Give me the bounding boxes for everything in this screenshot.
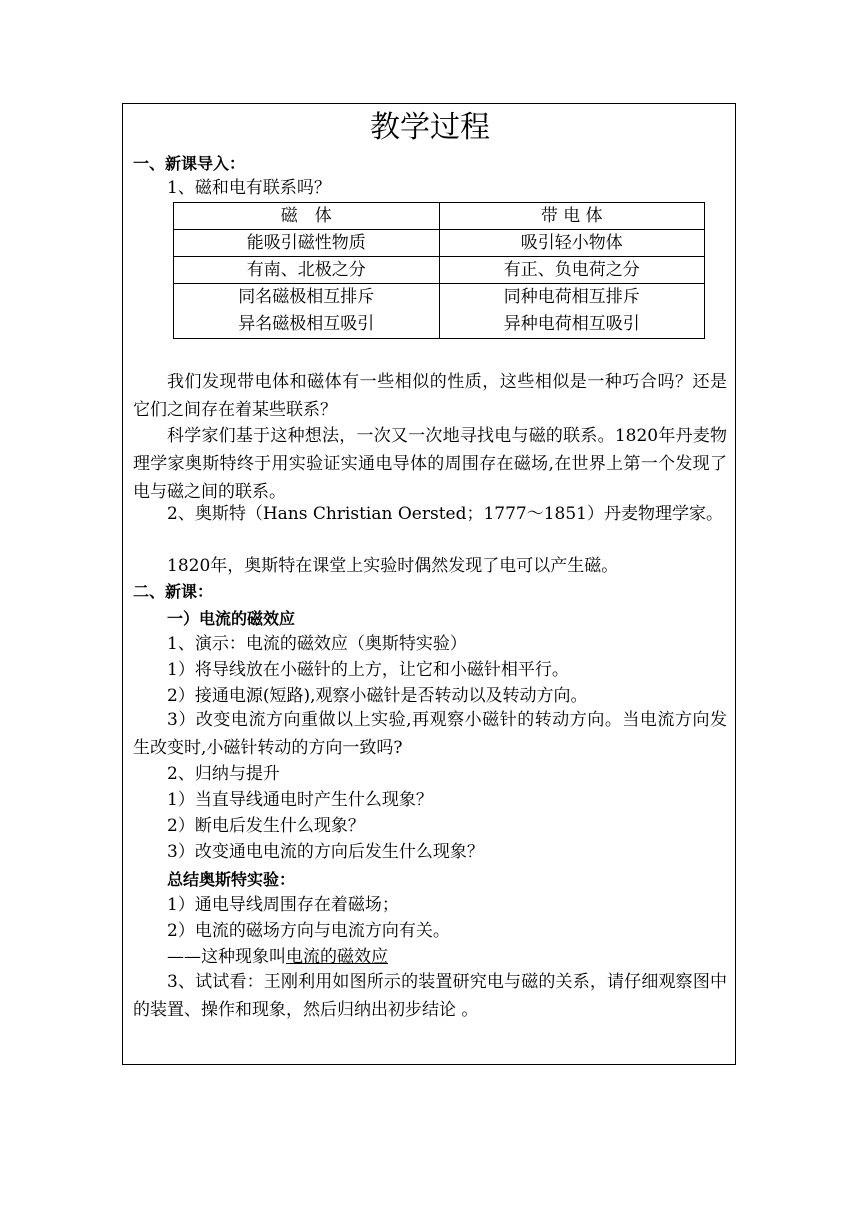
comparison-table (173, 202, 705, 339)
table-row (174, 203, 705, 230)
table-cell-line: 异名磁极相互吸引 (238, 314, 375, 334)
question-1: 1）当直导线通电时产生什么现象？ (167, 790, 433, 810)
table-row (174, 257, 705, 284)
table-cell: 吸引轻小物体 (439, 230, 705, 257)
paragraph-1820: 1820年，奥斯特在课堂上实验时偶然发现了电可以产生磁。 (167, 556, 619, 576)
question-2: 2）断电后发生什么现象？ (167, 816, 365, 836)
section1-heading: 一、新课导入： (133, 154, 246, 173)
table-cell-line: 同种电荷相互排斥 (503, 287, 640, 307)
question-text: 1、磁和电有联系吗？ (167, 178, 331, 198)
table-cell (174, 284, 440, 339)
table-cell-line: 异种电荷相互吸引 (503, 314, 640, 334)
subsection-heading: 一）电流的磁效应 (167, 609, 296, 628)
step-2: 2）接通电源(短路),观察小磁针是否转动以及转动方向。 (167, 686, 588, 706)
summary-2: 2）电流的磁场方向与电流方向有关。 (167, 921, 450, 941)
paragraph-similarity: 我们发现带电体和磁体有一些相似的性质，这些相似是一种巧合吗？还是它们之间存在着某些联系？ (133, 372, 727, 420)
summary-heading: 总结奥斯特实验： (167, 870, 296, 889)
step-1: 1）将导线放在小磁针的上方，让它和小磁针相平行。 (167, 660, 569, 680)
table-cell: 能吸引磁性物质 (174, 230, 440, 257)
step-3: 3）改变电流方向重做以上实验,再观察小磁针的转动方向。当电流方向发生改变时,小磁针转动的方向一致吗? (133, 710, 727, 758)
demo-title: 1、演示：电流的磁效应（奥斯特实验） (167, 634, 467, 654)
table-cell-line: 同名磁极相互排斥 (238, 287, 375, 307)
effect-line (167, 949, 388, 966)
section2-heading: 二、新课： (133, 582, 214, 601)
paragraph-oersted-bio: 2、奥斯特（Hans Christian Oersted；1777～1851）丹麦物理学家。 (167, 504, 724, 524)
table-cell: 有正、负电荷之分 (439, 257, 705, 284)
try-paragraph: 3、试试看：王刚利用如图所示的装置研究电与磁的关系，请仔细观察图中的装置、操作和现象，然后归纳出初步结论 。 (133, 972, 727, 1020)
effect-term: 电流的磁效应 (286, 947, 388, 967)
lesson-frame (122, 103, 736, 1065)
table-row (174, 284, 705, 339)
summary-1: 1）通电导线周围存在着磁场； (167, 895, 399, 915)
induct-heading: 2、归纳与提升 (167, 764, 280, 784)
table-cell (439, 284, 705, 339)
paragraph-oersted-discovery: 科学家们基于这种想法，一次又一次地寻找电与磁的联系。1820年丹麦物理学家奥斯特终于用实验证实通电导体的周围存在磁场,在世界上第一个发现了电与磁之间的联系。 (133, 426, 727, 502)
table-cell: 有南、北极之分 (174, 257, 440, 284)
page-title: 教学过程 (370, 110, 490, 145)
table-header-charged: 带 电 体 (439, 203, 705, 230)
table-header-magnet: 磁 体 (174, 203, 440, 230)
table-row (174, 230, 705, 257)
effect-prefix: ——这种现象叫 (167, 947, 286, 967)
question-3: 3）改变通电电流的方向后发生什么现象？ (167, 842, 484, 862)
